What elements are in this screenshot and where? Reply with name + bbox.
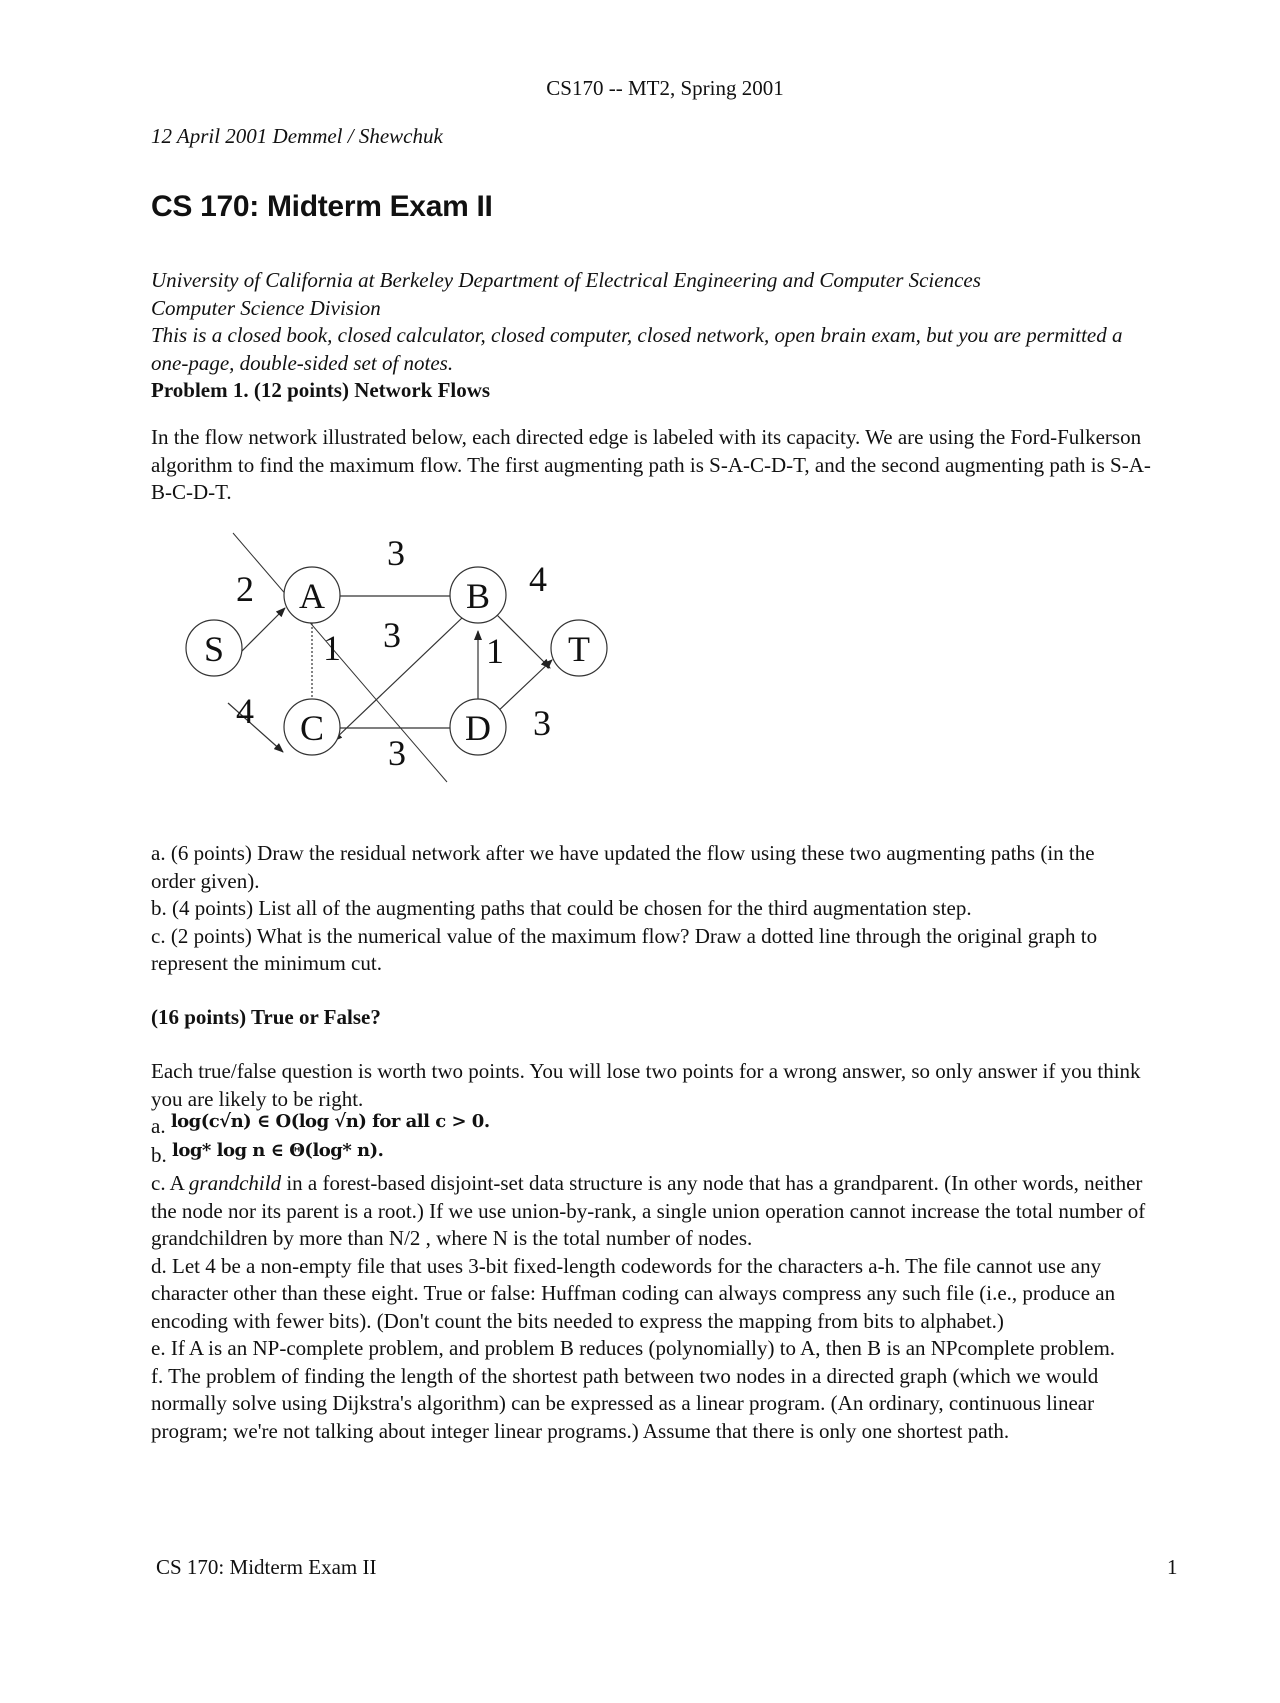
- flow-network-diagram: [185, 533, 655, 845]
- page-title: CS 170: Midterm Exam II: [151, 190, 493, 223]
- edge-capacity: 3: [383, 615, 401, 655]
- node-label: B: [465, 576, 491, 616]
- tf-item-c: [151, 1170, 1161, 1253]
- footer-title: CS 170: Midterm Exam II: [156, 1555, 377, 1579]
- intro-block: [151, 267, 1191, 405]
- edge-capacity: 3: [387, 533, 405, 573]
- problem2-body: [151, 1058, 1181, 1445]
- tf-item-a-math: log(c√n) ∈ O(log √n) for all c > 0.: [170, 1111, 490, 1132]
- tf-item-d: d. Let 4 be a non-empty file that uses 3-bit fixed-length codewords for the characters a-h. The file cannot use any character other than these eight. True or false: Huffman coding can always compress any such file (i.e., produce an encoding with fewer bits). (Don't count the bits needed to express the mapping from bits to alphabet.): [151, 1253, 1116, 1333]
- tf-item-c-prefix: c. A: [151, 1171, 189, 1195]
- edge-capacity: 4: [236, 691, 254, 731]
- edge-capacity: 3: [533, 703, 551, 743]
- intro-university: University of California at Berkeley Department of Electrical Engineering and Computer Sciences: [151, 268, 981, 292]
- tf-item-e: e. If A is an NP-complete problem, and problem B reduces (polynomially) to A, then B is an NPcomplete problem.: [151, 1336, 1116, 1360]
- running-header: CS170 -- MT2, Spring 2001: [546, 76, 784, 100]
- edge-capacity: 4: [529, 559, 547, 599]
- date-authors: 12 April 2001 Demmel / Shewchuk: [151, 124, 443, 148]
- node-label: T: [568, 629, 590, 669]
- page-number: 1: [1167, 1555, 1178, 1579]
- intro-division: Computer Science Division: [151, 295, 381, 320]
- edge-capacity: 2: [236, 569, 254, 609]
- edge-capacity: 1: [323, 628, 341, 668]
- tf-item-b-math: log* log n ∈ Θ(log* n).: [172, 1139, 384, 1161]
- tf-item-f: f. The problem of finding the length of the shortest path between two nodes in a directed graph (which we would normally solve using Dijkstra's algorithm) can be expressed as a linear program. (An ordinary, continuous linear program; we're not talking about integer linear programs.) Assume that there is only one shortest path.: [151, 1363, 1099, 1443]
- flow-network-svg: [185, 533, 655, 845]
- tf-item-c-term: grandchild: [188, 1171, 282, 1195]
- problem1-part-b: b. (4 points) List all of the augmenting paths that could be chosen for the third augmentation step.: [151, 896, 972, 920]
- problem2-heading: (16 points) True or False?: [151, 1005, 381, 1029]
- edge-capacity: 3: [388, 733, 406, 773]
- tf-item-b: [151, 1139, 1181, 1171]
- tf-item-label: a.: [151, 1114, 166, 1138]
- problem2-description: Each true/false question is worth two points. You will lose two points for a wrong answer, so only answer if you think you are likely to be right.: [151, 1059, 1141, 1111]
- problem1-description: In the flow network illustrated below, each directed edge is labeled with its capacity. We are using the Ford-Fulkerson algorithm to find the maximum flow. The first augmenting path is S-A-C-D-T, and the second augmenting path is S-A-B-C-D-T.: [151, 425, 1151, 504]
- problem1-part-c: c. (2 points) What is the numerical value of the maximum flow? Draw a dotted line through the original graph to represent the minimum cut.: [151, 923, 1098, 975]
- node-label: S: [203, 629, 225, 669]
- node-label: C: [299, 708, 325, 748]
- problem1-part-a: a. (6 points) Draw the residual network after we have updated the flow using these two augmenting paths (in the order given).: [151, 841, 1095, 893]
- edge-capacity: 1: [486, 631, 504, 671]
- node-label: D: [465, 708, 491, 748]
- tf-item-c-text: in a forest-based disjoint-set data structure is any node that has a grandparent. (In other words, neither the node nor its parent is a root.) If we use union-by-rank, a single union operation cannot increase the total number of grandchildren by more than N/2 , where N is the total number of nodes.: [151, 1171, 1146, 1250]
- tf-item-label: b.: [151, 1142, 167, 1167]
- node-label: A: [299, 576, 325, 616]
- problem1-heading: Problem 1. (12 points) Network Flows: [151, 378, 491, 402]
- tf-item-a: [151, 1113, 1181, 1142]
- intro-rules: This is a closed book, closed calculator, closed computer, closed network, open brain exam, but you are permitted a one-page, double-sided set of notes.: [151, 323, 1123, 375]
- problem1-parts: [151, 840, 1151, 978]
